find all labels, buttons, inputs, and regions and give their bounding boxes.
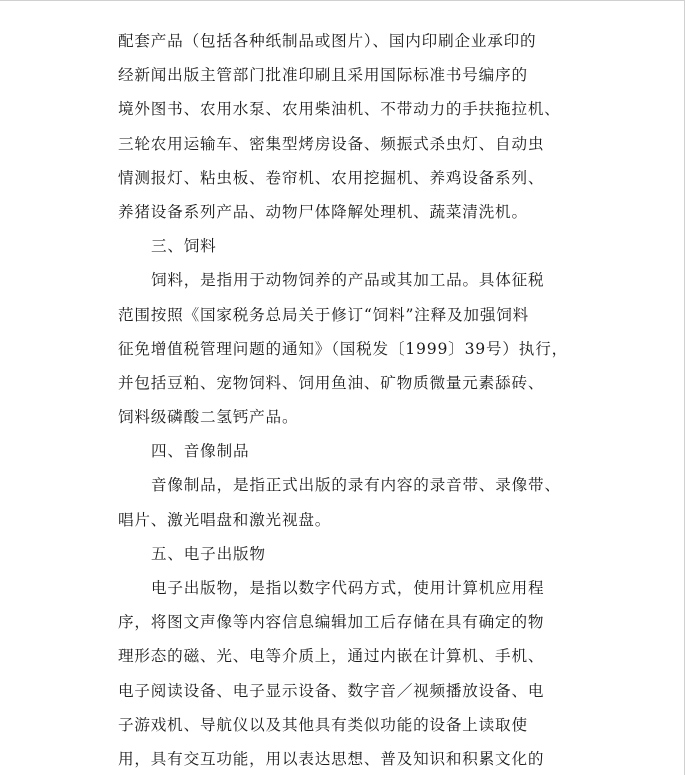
text-line: 电子阅读设备、电子显示设备、数字音／视频播放设备、电 — [118, 681, 545, 700]
text-line: 序，将图文声像等内容信息编辑加工后存储在具有确定的物 — [118, 613, 545, 632]
section-heading-electronic-publications: 五、电子出版物 — [151, 544, 266, 563]
section-heading-feed: 三、饲料 — [151, 237, 217, 256]
paragraph-start: 电子出版物，是指以数字代码方式，使用计算机应用程 — [151, 579, 545, 597]
text-line: 理形态的磁、光、电等介质上，通过内嵌在计算机、手机、 — [118, 647, 545, 666]
text-line: 范围按照《国家税务总局关于修订“饲料”注释及加强饲料 — [118, 305, 529, 324]
paragraph-start: 饲料，是指用于动物饲养的产品或其加工品。具体征税 — [151, 271, 545, 290]
document-text — [118, 24, 580, 775]
text-line: 子游戏机、导航仪以及其他具有类似功能的设备上读取使 — [118, 715, 528, 734]
text-line: 养猪设备系列产品、动物尸体降解处理机、蔬菜清洗机。 — [118, 202, 528, 221]
paragraph-start: 音像制品，是指正式出版的录有内容的录音带、录像带、 — [151, 476, 561, 495]
text-line: 征免增值税管理问题的通知》（国税发〔1999〕39号）执行， — [118, 339, 568, 358]
text-line: 配套产品（包括各种纸制品或图片）、国内印刷企业承印的 — [118, 32, 537, 50]
text-line: 并包括豆粕、宠物饲料、饲用鱼油、矿物质微量元素舔砖、 — [118, 373, 545, 392]
text-line: 境外图书、农用水泵、农用柴油机、不带动力的手扶拖拉机、 — [118, 100, 561, 119]
text-line: 饲料级磷酸二氢钙产品。 — [118, 408, 299, 427]
text-line: 用，具有交互功能，用以表达思想、普及知识和积累文化的 — [118, 749, 545, 768]
text-line: 经新闻出版主管部门批准印刷且采用国际标准书号编序的 — [118, 66, 528, 85]
text-line: 三轮农用运输车、密集型烤房设备、频振式杀虫灯、自动虫 — [118, 134, 545, 153]
text-line: 情测报灯、粘虫板、卷帘机、农用挖掘机、养鸡设备系列、 — [118, 168, 545, 187]
section-heading-audio-video: 四、音像制品 — [151, 442, 250, 461]
text-line: 唱片、激光唱盘和激光视盘。 — [118, 510, 332, 529]
